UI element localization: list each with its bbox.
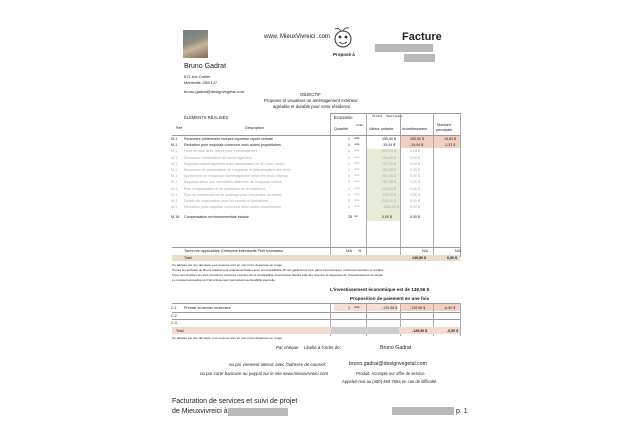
sender-city: Marieville J3M 1J7 — [184, 80, 218, 85]
cell-unit: unite — [354, 174, 360, 178]
cell-unit: unite — [354, 192, 360, 196]
cell-unit: unite — [354, 199, 360, 202]
cell-inv: -139,56 $ — [410, 306, 426, 310]
table-row — [170, 173, 465, 179]
cell-unit: unite — [354, 180, 360, 184]
col-ref: Ref — [176, 126, 182, 130]
note-4: Le montant annualisé est l'amortissement permettant sa durabilité éternelle. — [172, 278, 276, 282]
cell-ref: M-1 — [171, 149, 178, 154]
website-link[interactable]: www. MieuxVivreici .com — [264, 34, 330, 40]
cell-unit: unite — [354, 149, 360, 153]
section-title: ÉLÉMENTS RÉALISÉS — [184, 115, 229, 120]
objective-line2: agréable et durable pour votre résidence — [273, 104, 351, 109]
cell-qty: 0 — [348, 149, 350, 154]
taux-note: Taux horaire — [386, 114, 403, 118]
payment-total-row: Total -139,56 $ -6,50 $ — [176, 329, 459, 333]
sender-photo — [183, 30, 208, 58]
cell-desc: Compensation environnementale incluse — [184, 215, 249, 220]
cell-val: 0,00 $ — [382, 215, 392, 220]
cell-ref: M-1 — [171, 180, 178, 185]
cell-val: 315,00 $ — [382, 192, 396, 197]
taux-value: 75,00 $ — [372, 114, 383, 118]
cell-qty: 0 — [348, 161, 350, 166]
cell-val: 787,50 $ — [382, 161, 396, 166]
taxes-row: Taxes non applicables: Entreprise individuelle Petit fournisseur N/A % N/A N/A — [184, 249, 461, 253]
cell-desc: Premier et dernier versement — [184, 306, 231, 310]
cell-unit: unite — [354, 155, 360, 159]
cell-inv: 0,00 $ — [410, 161, 420, 166]
note-3: Vous reconnaîtrez les trois premières colonnes usuelles de la comptabilité économique faisant état des revenus et dépenses de l'investissement du projet. — [172, 273, 384, 277]
col-unit: Unité — [356, 123, 364, 127]
recipient-redacted-1 — [375, 44, 433, 52]
table-row — [170, 161, 465, 167]
cell-qty: 1 — [348, 137, 350, 141]
cell-qty: 0 — [348, 186, 350, 191]
cell-qty: 0 — [348, 174, 350, 179]
table-row — [170, 142, 465, 148]
cell-desc: Esquisse d'aménagement avec visualisation en 3D pour l'avant — [184, 161, 285, 166]
cell-ref: M-1 — [171, 161, 178, 166]
cell-desc: Ajustement de l'esquisse d'aménagement selon les choix retenus — [184, 174, 288, 179]
cell-val: 210,00 $ — [382, 199, 396, 203]
cell-unit: unite — [354, 168, 360, 171]
cell-amt: -1,33 $ — [444, 143, 456, 148]
cell-ref: M-1 — [171, 168, 178, 172]
objective-label: OBJECTIF — [300, 92, 321, 97]
objective-line1: Proposer et visualiser un aménagement extérieur — [264, 98, 358, 103]
cell-desc: Rencontre préliminaire incluant expertise rapide verbale — [184, 137, 273, 141]
cell-inv: -19,94 $ — [410, 143, 424, 148]
table-row — [170, 204, 465, 210]
cell-qty: 0 — [348, 199, 350, 203]
sender-email: bruno.gadrat@designvegetal.com — [184, 89, 245, 94]
cell-ref: M-1 — [171, 186, 178, 191]
economie-label: Économie — [334, 115, 353, 120]
cell-val: 150,00 $ — [382, 168, 396, 172]
table-row — [170, 167, 465, 173]
cell-val: 210,00 $ — [382, 186, 396, 191]
cell-ref: C-2 — [171, 313, 177, 318]
cell-val: 787,50 $ — [382, 180, 396, 185]
table-row — [170, 136, 465, 142]
cell-inv: 0,00 $ — [410, 215, 420, 220]
cell-unit: unite — [354, 143, 360, 147]
logo-icon — [332, 26, 354, 50]
cell-qty: 25 — [348, 215, 352, 220]
cell-qty: 0 — [348, 205, 350, 210]
table-row — [170, 186, 465, 192]
cell-inv: 0,00 $ — [410, 192, 420, 197]
cell-ref: M-1 — [171, 143, 178, 148]
cell-unit: unite — [354, 137, 360, 140]
table-row — [170, 192, 465, 198]
cell-unit: unite — [354, 186, 360, 190]
cell-qty: 0 — [348, 155, 350, 160]
cell-qty: 0 — [348, 168, 350, 172]
cell-unit: m2 — [354, 215, 358, 219]
cell-desc: Détails de construction pour les murets et fondations — [184, 199, 268, 203]
cheque-label: Par chèque — [276, 345, 299, 350]
cell-qty: 1 — [348, 306, 350, 310]
col-amount-2: principale — [436, 128, 453, 132]
payment-row — [170, 313, 465, 319]
cell-ref: M-1 — [171, 155, 178, 160]
cell-val: 559,00 $ — [382, 149, 396, 154]
col-quantity: Quantité — [334, 127, 349, 131]
cell-inv: 0,00 $ — [410, 186, 420, 191]
cell-val: 150,00 $ — [382, 155, 396, 160]
cheque-text: Libellé à l'ordre de: — [304, 345, 341, 350]
table-row — [170, 198, 465, 204]
card-label[interactable]: ou par carte bancaire ou paypal sur le site www.mieuxvivreici.com — [200, 371, 329, 376]
cell-ref: M-1 — [171, 205, 178, 210]
cell-qty: 0 — [348, 192, 350, 197]
cell-qty: 0 — [348, 180, 350, 185]
cell-inv: 0,00 $ — [410, 180, 420, 185]
document-title: Facture — [402, 31, 442, 43]
cell-amt: 15,83 $ — [444, 137, 456, 141]
sender-street: 671 rue Carlier — [184, 74, 211, 79]
cell-ref: M-16 — [171, 215, 180, 220]
cell-val: -19,94 $ — [382, 143, 396, 148]
footer-redacted-1 — [228, 408, 288, 416]
col-description: Description — [245, 126, 264, 130]
cell-val: -139,56 $ — [382, 306, 398, 310]
cheque-payee: Bruno Gadrat — [380, 345, 412, 351]
cell-unit: unite — [354, 161, 360, 165]
col-investment: Investissement — [402, 127, 428, 131]
cell-qty: 1 — [348, 143, 350, 148]
cell-desc: Réduction pour esquisse commune avec autres propriétaires — [184, 205, 281, 210]
cell-val: 262,50 $ — [382, 174, 396, 179]
col-amount: Montant — [437, 123, 451, 127]
footer-line2: de Mieuxvivreici à — [172, 408, 228, 415]
cell-inv: 0,00 $ — [410, 199, 420, 203]
col-unit-value: Valeur unitaire — [369, 127, 394, 131]
table-row — [170, 214, 465, 220]
cell-inv: 0,00 $ — [410, 155, 420, 160]
cell-inv: 0,00 $ — [410, 205, 420, 210]
footer-line1: Facturation de services et suivi de projet — [172, 398, 298, 405]
cell-inv: 0,00 $ — [410, 149, 420, 154]
cell-desc: Rencontre de présentation de l'esquisse et détermination des choix — [184, 168, 291, 172]
investment-summary: L'investissement économique est de 139,56 $ — [330, 287, 430, 292]
payment-note: Ce tableau est non découpé. Les revenus sont en vert et les dépenses en rouge. — [172, 336, 283, 340]
cell-inv: 0,00 $ — [410, 168, 420, 172]
recipient-redacted-2 — [404, 54, 435, 62]
cell-inv: 155,50 $ — [410, 137, 424, 141]
cell-ref: C-3 — [171, 321, 177, 325]
cell-unit: unite — [354, 306, 360, 309]
payment-plan-title: Proposition de paiement en une fois — [350, 296, 430, 301]
payment-row — [170, 305, 465, 311]
virement-email[interactable]: bruno.gadrat@designvegetal.com — [349, 361, 427, 367]
cell-desc: Fond de plan avec relevé pour Investissement — [184, 149, 258, 154]
cell-desc: Rencontre d'orientation de l'aménagement — [184, 155, 252, 160]
payment-row — [170, 320, 465, 326]
cell-ref: M-1 — [171, 174, 178, 179]
page-number: p. 1 — [456, 408, 468, 415]
footer-redacted-2 — [392, 407, 454, 415]
cell-val: 155,50 $ — [382, 137, 396, 141]
sender-name: Bruno Gadrat — [184, 63, 227, 70]
note-2: Toutes les activités de Bruno Gadrat sont maintenant faites avec la compatibilité 2D qui garantit les trois gains économiques, environnementaux et sociaux. — [172, 268, 385, 272]
cell-inv: 0,00 $ — [410, 174, 420, 179]
table-row — [170, 179, 465, 185]
cell-ref: M-1 — [171, 199, 178, 203]
table-row — [170, 148, 465, 154]
note-1: Ce tableau est non découpé. Les revenus sont en vert et les dépenses en rouge. — [172, 263, 283, 267]
table-row — [170, 155, 465, 161]
cell-unit: unite — [354, 205, 360, 209]
proposed-to-label: Proposé à — [333, 52, 355, 57]
cell-desc: Plan de nivellement et de drainage pour l'ensemble du terrain — [184, 192, 282, 197]
cell-ref: M-1 — [171, 137, 178, 141]
cell-desc: Plan d'implantation et de plantation de la résidence — [184, 186, 266, 191]
cell-desc: Esquisse selon une orientation différente de l'esquisse initiale — [184, 180, 282, 185]
cell-amt: -6,50 $ — [444, 306, 456, 310]
cell-ref: C-1 — [171, 306, 177, 310]
cell-desc: Réduction pour esquisse commune avec autres propriétaires — [184, 143, 281, 148]
total-row: Total 139,56 $ 6,50 $ — [184, 256, 457, 260]
cell-ref: M-1 — [171, 192, 178, 197]
cell-val: -1050,00 $ — [382, 205, 400, 210]
virement-label: ou par virement interac avec l'adresse de courriel: — [229, 362, 326, 367]
card-detail: Produit: Acompte sur offre de service — [356, 371, 425, 376]
phone-text: Appelez-moi au (450) 460 7654 en cas de difficulté — [342, 379, 437, 384]
